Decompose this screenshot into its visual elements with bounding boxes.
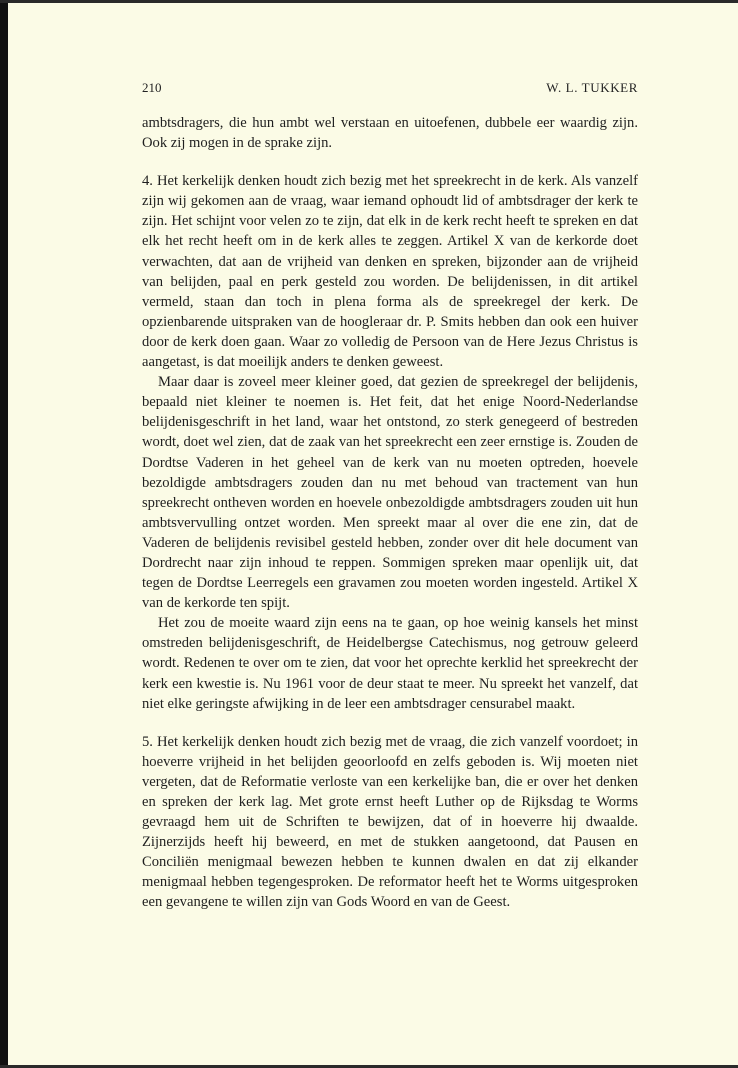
paragraph-section-4: 4. Het kerkelijk denken houdt zich bezig met het spreekrecht in de kerk. Als vanzelf zijn wij gekomen aan de vraag, waar iemand ophoudt lid of ambtsdrager der kerk te zijn. Het schijnt voor velen zo te zijn, dat elk in de kerk recht heeft te spreken en dat elk het recht heeft om in de kerk alles te zeggen. Artikel X van de kerkorde doet verwachten, dat aan de vrijheid van denken en spreken, bijzonder aan de vrijheid van belijden, paal en perk gesteld zou worden. De belijdenissen, in dit artikel vermeld, staan dan toch in plena forma als de spreekregel der kerk. De opzienbarende uitspraken van de hoogleraar dr. P. Smits hebben dan ook een huiver door de kerk doen gaan. Waar zo volledig de Persoon van de Here Jezus Christus is aangetast, is dat moeilijk anders te denken geweest. <box>142 173 638 371</box>
running-head-author: W. L. TUKKER <box>546 80 638 95</box>
paragraph-continuation: ambtsdragers, die hun ambt wel verstaan en uitoefenen, dubbele eer waardig zijn. Ook zij mogen in de sprake zijn. <box>142 115 638 152</box>
body-text <box>142 113 638 913</box>
page-number: 210 <box>142 80 162 95</box>
paragraph-spreekregel: Maar daar is zoveel meer kleiner goed, dat gezien de spreekregel der belijdenis, bepaald niet kleiner te noemen is. Het feit, dat het enige Noord-Nederlandse belijdenisgeschrift in het land, waar het ontstond, zo sterk genegeerd of bestreden wordt, doet wel zien, dat de zaak van het spreekrecht een zeer ernstige is. Zouden de Dordtse Vaderen in het geheel van de kerk van nu moeten optreden, hoevele bezoldigde ambtsdragers zouden dan nu met behoud van tractement van hun spreekrecht ontheven worden en hoevele onbezoldigde ambtsdragers zouden uit hun ambtsvervulling ontzet worden. Men spreekt maar al over die ene zin, dat de Vaderen de belijdenis revisibel gesteld hebben, zonder over dit hele document van Dordrecht naar zijn inhoud te reppen. Sommigen spreken maar openlijk uit, dat tegen de Dordtse Leerregels een gravamen zou moeten worden ingesteld. Artikel X van de kerkorde ten spijt. <box>142 374 638 612</box>
scan-border-top <box>0 0 738 3</box>
scan-border-left <box>0 0 8 1068</box>
paragraph-catechismus: Het zou de moeite waard zijn eens na te gaan, op hoe weinig kansels het minst omstreden belijdenisgeschrift, de Heidelbergse Catechismus, nog getrouw geleerd wordt. Redenen te over om te zien, dat voor het oprechte kerklid het spreekrecht der kerk een kwestie is. Nu 1961 voor de deur staat te meer. Nu spreekt het vanzelf, dat niet elke geringste afwijking in de leer een ambtsdrager censurabel maakt. <box>142 615 638 712</box>
paragraph-section-5: 5. Het kerkelijk denken houdt zich bezig met de vraag, die zich vanzelf voordoet; in hoeverre vrijheid in het belijden geoorloofd en zelfs geboden is. Wij moeten niet vergeten, dat de Reformatie verloste van een kerkelijke ban, die er over het denken en spreken der kerk lag. Met grote ernst heeft Luther op de Rijksdag te Worms gevraagd hem uit de Schriften te bewijzen, dat of in hoeverre hij dwaalde. Zijnerzijds heeft hij beweerd, en met de stukken aangetoond, dat Pausen en Conciliën menigmaal bewezen hebben te kunnen dwalen en dat zij elkander menigmaal hebben tegengesproken. De reformator heeft het te Worms uitgesproken een gevangene te willen zijn van Gods Woord en van de Geest. <box>142 733 638 911</box>
page-header <box>142 80 638 100</box>
